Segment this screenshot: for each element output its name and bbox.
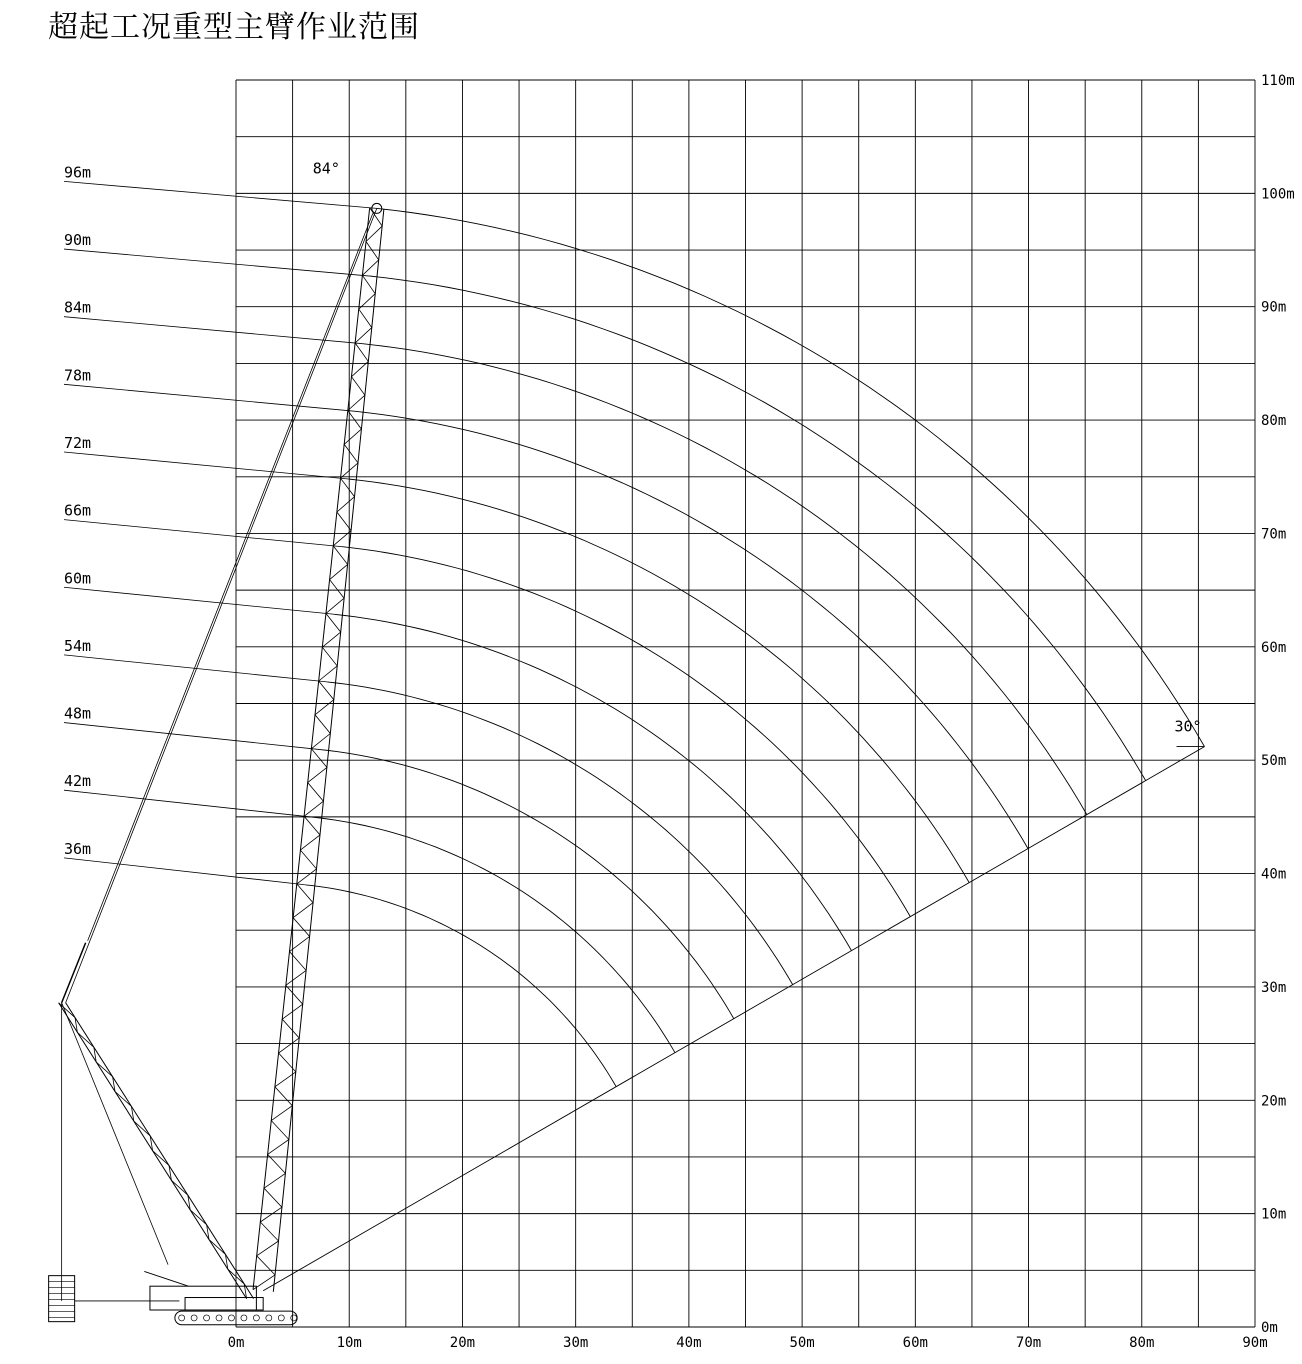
track-roller	[241, 1315, 247, 1321]
track-roller	[191, 1315, 197, 1321]
boom-length-leader	[64, 317, 363, 344]
boom-pendant	[66, 208, 377, 1002]
boom-arc-42m	[313, 817, 675, 1052]
x-tick-label: 80m	[1129, 1335, 1155, 1351]
upperworks	[185, 1298, 263, 1310]
boom-arc-54m	[327, 682, 793, 985]
y-tick-label: 90m	[1261, 299, 1287, 316]
boom-chord	[273, 209, 384, 1292]
boom-arc-72m	[348, 479, 969, 883]
boom-arc-96m	[377, 208, 1205, 746]
y-tick-label: 40m	[1261, 866, 1287, 883]
track-roller	[253, 1315, 259, 1321]
boom-arc-66m	[341, 547, 910, 917]
track-roller	[291, 1315, 297, 1321]
boom-length-leader	[64, 723, 320, 750]
max-angle-label: 84°	[312, 159, 340, 178]
boom-length-label: 54m	[64, 636, 92, 655]
boom-arc-48m	[320, 750, 734, 1019]
y-tick-label: 100m	[1261, 186, 1295, 203]
x-tick-label: 10m	[336, 1335, 362, 1351]
y-tick-label: 0m	[1261, 1320, 1278, 1336]
boom-length-label: 42m	[64, 772, 92, 791]
min-angle-line	[263, 747, 1204, 1291]
x-tick-label: 70m	[1015, 1335, 1042, 1351]
y-tick-label: 20m	[1261, 1093, 1287, 1110]
y-tick-label: 30m	[1261, 979, 1287, 996]
track-roller	[204, 1315, 210, 1321]
boom-length-leader	[64, 790, 313, 817]
y-tick-label: 50m	[1261, 753, 1287, 770]
track-roller	[278, 1315, 284, 1321]
y-tick-label: 70m	[1261, 526, 1287, 543]
boom-length-label: 66m	[64, 501, 92, 520]
y-tick-label: 60m	[1261, 639, 1287, 656]
boom-length-leader	[64, 655, 327, 682]
y-tick-label: 110m	[1261, 73, 1295, 89]
track-roller	[266, 1315, 272, 1321]
min-angle-label: 30°	[1174, 717, 1202, 736]
boom-arcs	[64, 181, 1205, 1290]
boom-lacing	[253, 208, 382, 1290]
track-roller	[216, 1315, 222, 1321]
boom-length-leader	[64, 181, 377, 208]
boom-length-leader	[64, 452, 348, 479]
boom-length-label: 72m	[64, 433, 92, 452]
gantry	[144, 1271, 188, 1286]
x-tick-label: 20m	[449, 1335, 476, 1351]
boom-length-label: 84m	[64, 298, 92, 317]
x-tick-label: 0m	[227, 1335, 245, 1351]
x-tick-label: 50m	[789, 1335, 815, 1351]
boom-length-label: 60m	[64, 569, 92, 588]
boom-length-leader	[64, 858, 306, 885]
x-tick-label: 90m	[1242, 1335, 1268, 1351]
boom-arc-84m	[363, 344, 1087, 815]
y-tick-label: 10m	[1261, 1206, 1287, 1223]
boom-length-label: 90m	[64, 231, 92, 250]
boom-length-label: 36m	[64, 839, 92, 858]
boom-arc-90m	[370, 276, 1146, 781]
chart-title: 超起工况重型主臂作业范围	[48, 10, 420, 45]
x-tick-label: 40m	[676, 1335, 702, 1351]
grid-lines	[236, 80, 1255, 1327]
boom-length-leader	[64, 249, 370, 276]
mast-backstay	[62, 1003, 168, 1265]
track-roller	[228, 1315, 234, 1321]
x-tick-label: 30m	[563, 1335, 589, 1351]
boom-length-label: 78m	[64, 366, 92, 385]
x-tick-label: 60m	[902, 1335, 928, 1351]
boom-length-leader	[64, 587, 334, 614]
boom-length-label: 96m	[64, 163, 92, 182]
chart-labels	[64, 73, 1295, 1351]
y-tick-label: 80m	[1261, 413, 1287, 430]
boom-length-leader	[64, 384, 355, 411]
track-roller	[179, 1315, 185, 1321]
mast-strut	[62, 943, 86, 1003]
boom-arc-36m	[306, 885, 616, 1087]
boom-arc-60m	[334, 614, 851, 950]
boom-length-label: 48m	[64, 704, 92, 723]
